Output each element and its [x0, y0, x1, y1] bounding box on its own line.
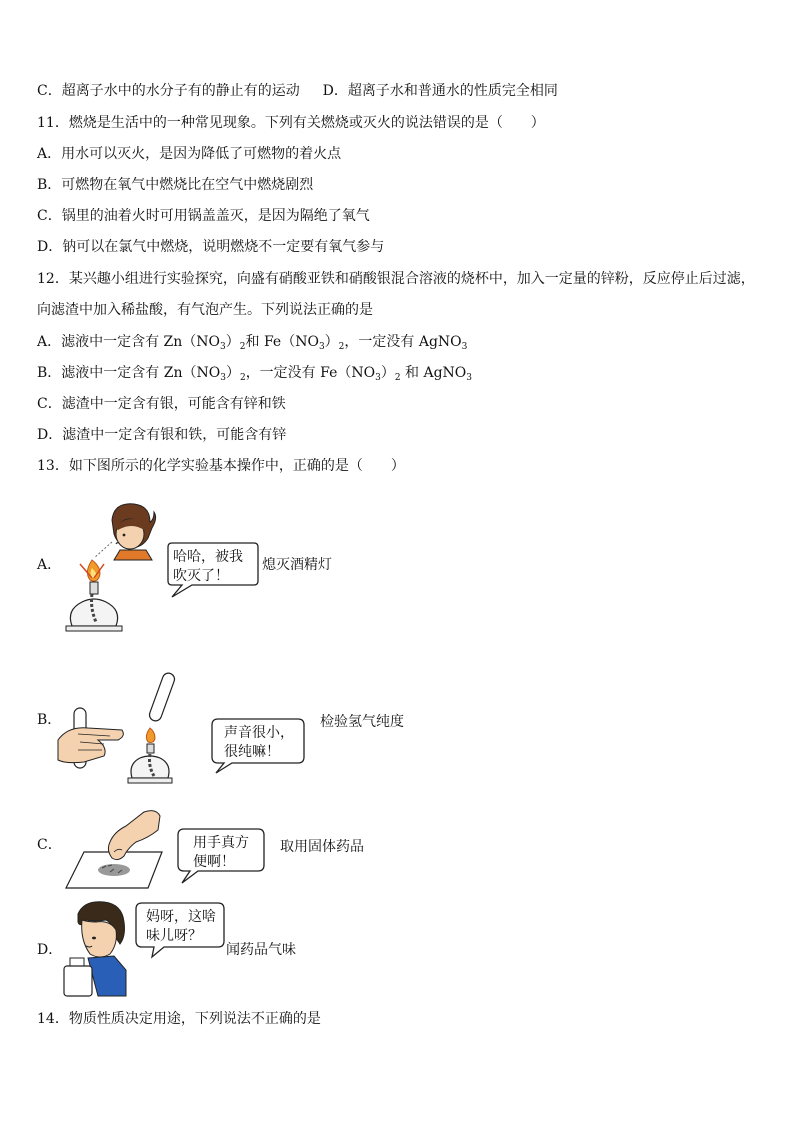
smelling-bottle-illustration	[64, 900, 134, 996]
q12-option-a: A．滤液中一定含有 $Zn(NO_3)_2$和 $Fe(NO_3)_2$，一定没有 AgNO$_3$	[37, 334, 468, 352]
q11-option-d: D．钠可以在氯气中燃烧，说明燃烧不一定要有氧气参与	[37, 239, 385, 255]
speech-bubble-c-text: 用手真方 便啊！	[193, 835, 249, 870]
q10-option-row	[37, 82, 558, 100]
q10-option-d: D．超离子水和普通水的性质完全相同	[322, 83, 558, 99]
hand-taking-solid-illustration	[66, 808, 166, 892]
speech-bubble-a-text: 哈哈，被我 吹灭了！	[173, 549, 243, 584]
testing-hydrogen-purity-illustration	[58, 670, 183, 785]
q14-stem: 14．物质性质决定用途，下列说法不正确的是	[37, 1011, 321, 1027]
q11-option-b: B．可燃物在氧气中燃烧比在空气中燃烧剧烈	[37, 177, 314, 193]
q11-stem: 11．燃烧是生活中的一种常见现象。下列有关燃烧或灭火的说法错误的是（ ）	[37, 115, 545, 131]
speech-bubble-d-text: 妈呀，这啥 味儿呀？	[146, 909, 216, 944]
q10-option-c: C．超离子水中的水分子有的静止有的运动	[37, 83, 300, 99]
q11-option-a: A．用水可以灭火，是因为降低了可燃物的着火点	[37, 146, 342, 162]
q13-option-d-caption: 闻药品气味	[226, 942, 296, 958]
q13-option-b-caption: 检验氢气纯度	[320, 714, 404, 730]
q13-option-a-caption: 熄灭酒精灯	[262, 557, 332, 573]
q12-option-d: D．滤渣中一定含有银和铁，可能含有锌	[37, 427, 287, 443]
q13-option-c-letter: C．	[37, 837, 62, 853]
q12-option-b: B．滤液中一定含有 $Zn(NO_3)_2$，一定没有 $Fe(NO_3)_2$ 和 AgNO$_3$	[37, 365, 473, 383]
q13-option-d-letter: D．	[37, 942, 63, 958]
q13-stem: 13．如下图所示的化学实验基本操作中，正确的是（ ）	[37, 458, 405, 474]
q11-option-c: C．锅里的油着火时可用锅盖盖灭，是因为隔绝了氧气	[37, 208, 370, 224]
q13-option-a-letter: A．	[37, 557, 62, 573]
q12-option-c: C．滤渣中一定含有银，可能含有锌和铁	[37, 396, 286, 412]
q13-option-c-caption: 取用固体药品	[280, 839, 364, 855]
blowing-out-lamp-illustration	[62, 498, 162, 636]
q13-option-b-letter: B．	[37, 712, 62, 728]
q12-stem-line1: 12．某兴趣小组进行实验探究，向盛有硝酸亚铁和硝酸银混合溶液的烧杯中，加入一定量的锌粉，反应停止后过滤，	[37, 271, 755, 287]
speech-bubble-b-text: 声音很小， 很纯嘛！	[224, 725, 294, 760]
q12-stem-line2: 向滤渣中加入稀盐酸，有气泡产生。下列说法正确的是	[37, 302, 373, 318]
